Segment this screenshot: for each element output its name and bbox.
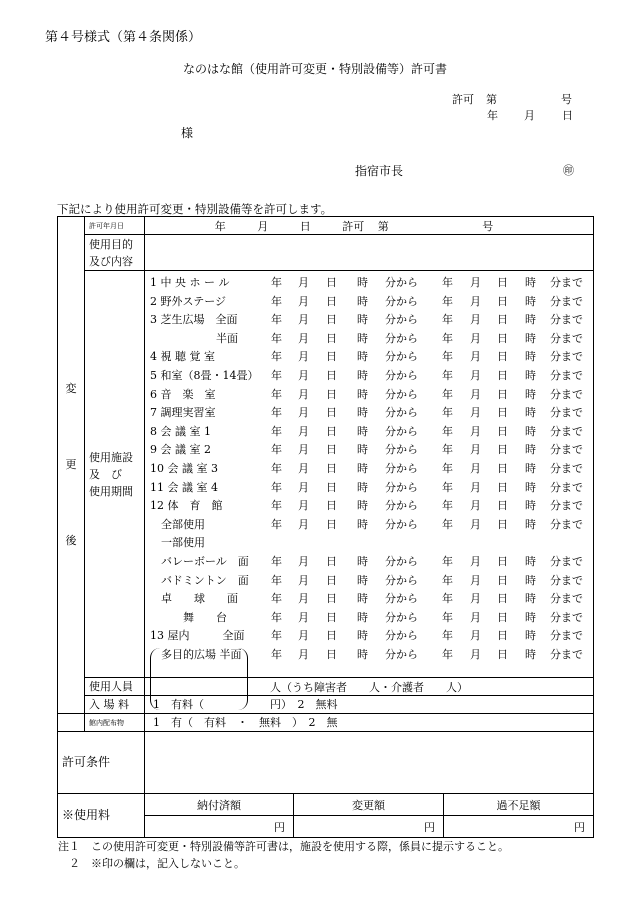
time-unit-label: 分から [385,313,418,327]
facility-name: 12 体 育 館 [150,499,223,513]
time-unit-label: 分から [385,517,418,531]
time-unit-label: 時 [357,499,368,513]
time-unit-label: 日 [497,555,508,568]
time-unit-label: 年 [442,331,453,345]
time-unit-label: 日 [497,369,508,382]
users-field[interactable]: 人（うち障害者 人・介護者 人） [145,678,594,696]
date-day: 日 [562,109,573,122]
facility-name: 7 調理実習室 [150,406,216,420]
time-unit-label: 時 [357,610,368,624]
time-unit-label: 日 [326,443,337,457]
note-1: 注１ この使用許可変更・特別設備等許可書は，施設を使用する際，係員に提示すること。 [58,840,509,853]
distribution-label: 館内配布物 [85,714,145,732]
facility-row[interactable] [145,479,593,498]
facility-row[interactable] [145,609,593,628]
time-unit-label: 分まで [550,387,583,401]
seal-mark: ㊞ [563,164,574,177]
side-char: 後 [65,534,77,547]
time-unit-label: 年 [442,406,453,420]
time-unit-label: 分から [385,555,418,568]
purpose-field[interactable] [145,235,594,271]
time-unit-label: 年 [442,294,453,308]
time-unit-label: 年 [442,350,453,364]
pd-go: 号 [482,219,494,233]
time-unit-label: 日 [326,555,337,568]
pd-dai: 第 [377,219,389,233]
time-unit-label: 月 [298,555,309,568]
time-unit-label: 月 [298,424,309,438]
pd-nen: 年 [214,219,226,233]
difference-field[interactable]: 円 [444,816,594,838]
usage-fee-label: ※使用料 [58,794,145,838]
time-unit-label: 時 [525,610,536,624]
time-unit-label: 分から [385,424,418,438]
facility-name: 半面 [150,331,238,345]
time-unit-label: 年 [271,369,282,382]
time-unit-label: 月 [470,313,481,327]
facility-name: 13 屋内 全面 [150,629,245,643]
time-unit-label: 分から [385,499,418,513]
time-unit-label: 年 [442,424,453,438]
mayor-title: 指宿市長 [355,164,404,178]
time-unit-label: 時 [357,517,368,531]
addressee-sama: 様 [181,126,194,140]
time-unit-label: 月 [470,499,481,513]
time-unit-label: 月 [470,629,481,643]
time-unit-label: 分まで [550,499,583,513]
time-unit-label: 時 [357,462,368,475]
time-unit-label: 時 [525,573,536,587]
time-unit-label: 月 [470,592,481,606]
time-unit-label: 分から [385,443,418,457]
time-unit-label: 月 [298,406,309,420]
facility-row[interactable] [145,274,593,293]
time-unit-label: 日 [326,294,337,308]
time-unit-label: 分から [385,369,418,382]
time-unit-label: 分から [385,573,418,587]
time-unit-label: 時 [525,443,536,457]
facility-row[interactable] [145,646,593,665]
change-amount-field[interactable]: 円 [294,816,444,838]
time-unit-label: 日 [326,369,337,382]
time-unit-label: 月 [298,629,309,643]
time-unit-label: 時 [525,369,536,382]
time-unit-label: 分まで [550,592,583,606]
time-unit-label: 分まで [550,629,583,643]
facility-name: 4 視 聴 覚 室 [150,350,215,364]
facility-name: 9 会 議 室 2 [150,443,211,457]
time-unit-label: 時 [525,517,536,531]
time-unit-label: 時 [525,406,536,420]
time-unit-label: 年 [442,517,453,531]
time-unit-label: 日 [326,629,337,643]
time-unit-label: 年 [271,276,282,289]
time-unit-label: 日 [497,276,508,289]
pd-hi: 日 [299,219,311,233]
time-unit-label: 分から [385,462,418,475]
time-unit-label: 月 [470,387,481,401]
time-unit-label: 分まで [550,462,583,475]
time-unit-label: 年 [271,294,282,308]
permit-label: 許可 [452,93,474,106]
time-unit-label: 時 [357,424,368,438]
time-unit-label: 時 [357,350,368,364]
time-unit-label: 年 [442,499,453,513]
document-title: なのはな館（使用許可変更・特別設備等）許可書 [182,62,447,76]
time-unit-label: 時 [525,648,536,661]
facility-name: バレーボール 面 [150,555,249,568]
time-unit-label: 月 [470,573,481,587]
admission-fee-field[interactable]: 1 有料（ 円） 2 無料 [145,696,594,714]
facility-name: 10 会 議 室 3 [150,462,218,475]
time-unit-label: 時 [525,350,536,364]
time-unit-label: 月 [298,480,309,494]
time-unit-label: 日 [497,443,508,457]
time-unit-label: 日 [326,387,337,401]
time-unit-label: 時 [357,331,368,345]
time-unit-label: 月 [298,610,309,624]
time-unit-label: 年 [442,480,453,494]
facility-row[interactable] [145,293,593,312]
time-unit-label: 月 [470,480,481,494]
time-unit-label: 時 [357,443,368,457]
side-char: 更 [65,458,77,471]
facility-period-label: 使用施設 及 び 使用期間 [85,271,145,678]
time-unit-label: 分まで [550,555,583,568]
time-unit-label: 時 [357,648,368,661]
facility-row[interactable] [145,441,593,460]
time-unit-label: 分まで [550,517,583,531]
time-unit-label: 年 [271,499,282,513]
time-unit-label: 年 [442,610,453,624]
time-unit-label: 年 [442,387,453,401]
time-unit-label: 月 [298,387,309,401]
time-unit-label: 日 [497,592,508,606]
time-unit-label: 月 [298,350,309,364]
time-unit-label: 月 [298,499,309,513]
time-unit-label: 年 [271,648,282,661]
time-unit-label: 月 [470,462,481,475]
time-unit-label: 日 [497,573,508,587]
permit-go: 号 [561,93,572,106]
time-unit-label: 分まで [550,313,583,327]
facility-row[interactable] [145,330,593,349]
side-label-henkougo [58,217,85,714]
facility-name: 全部使用 [150,517,205,531]
time-unit-label: 日 [326,313,337,327]
time-unit-label: 年 [442,313,453,327]
time-unit-label: 年 [271,592,282,606]
time-unit-label: 分まで [550,406,583,420]
time-unit-label: 時 [525,313,536,327]
time-unit-label: 日 [497,629,508,643]
time-unit-label: 年 [442,592,453,606]
time-unit-label: 分から [385,406,418,420]
time-unit-label: 時 [357,573,368,587]
time-unit-label: 分から [385,592,418,606]
facility-name: 一部使用 [150,536,205,550]
time-unit-label: 月 [470,555,481,568]
time-unit-label: 日 [326,462,337,475]
paid-amount-header: 納付済額 [145,794,294,816]
time-unit-label: 時 [357,629,368,643]
time-unit-label: 分から [385,294,418,308]
time-unit-label: 月 [298,462,309,475]
time-unit-label: 分から [385,276,418,289]
time-unit-label: 年 [442,555,453,568]
difference-header: 過不足額 [444,794,594,816]
facility-name: 卓 球 面 [150,592,238,606]
time-unit-label: 日 [326,610,337,624]
time-unit-label: 時 [525,499,536,513]
facility-name: 11 会 議 室 4 [150,480,218,494]
facility-schedule-grid [145,271,593,677]
facility-name: 8 会 議 室 1 [150,424,211,438]
change-amount-header: 変更額 [294,794,444,816]
time-unit-label: 分から [385,350,418,364]
time-unit-label: 日 [497,350,508,364]
time-unit-label: 時 [357,313,368,327]
side-char: 変 [65,382,77,395]
time-unit-label: 分まで [550,369,583,382]
notes [58,838,509,872]
facility-name: 5 和室（8畳・14畳） [150,369,259,382]
time-unit-label: 年 [271,443,282,457]
time-unit-label: 年 [271,573,282,587]
time-unit-label: 分から [385,480,418,494]
time-unit-label: 月 [298,517,309,531]
time-unit-label: 時 [357,369,368,382]
facility-name: 多目的広場 半面 [150,648,242,661]
facility-row[interactable] [145,534,593,553]
time-unit-label: 時 [525,480,536,494]
time-unit-label: 月 [298,313,309,327]
time-unit-label: 月 [470,610,481,624]
time-unit-label: 分まで [550,276,583,289]
time-unit-label: 日 [326,350,337,364]
time-unit-label: 年 [271,350,282,364]
time-unit-label: 時 [525,331,536,345]
time-unit-label: 日 [326,592,337,606]
time-unit-label: 月 [470,517,481,531]
time-unit-label: 月 [298,648,309,661]
time-unit-label: 月 [470,331,481,345]
facility-name: 1 中 央 ホ ー ル [150,276,230,289]
time-unit-label: 年 [271,629,282,643]
facility-row[interactable] [145,590,593,609]
time-unit-label: 日 [326,517,337,531]
facility-row[interactable] [145,627,593,646]
time-unit-label: 分まで [550,648,583,661]
time-unit-label: 分まで [550,443,583,457]
intro-text: 下記により使用許可変更・特別設備等を許可します。 [57,202,333,216]
time-unit-label: 日 [326,499,337,513]
time-unit-label: 日 [497,499,508,513]
time-unit-label: 分まで [550,331,583,345]
time-unit-label: 年 [271,555,282,568]
facility-name: バドミントン 面 [150,573,249,587]
permit-date-label: 許可年月日 [85,217,145,235]
time-unit-label: 年 [271,462,282,475]
time-unit-label: 時 [525,629,536,643]
time-unit-label: 月 [470,648,481,661]
time-unit-label: 日 [497,648,508,661]
time-unit-label: 分から [385,648,418,661]
permit-dai: 第 [486,93,497,106]
facility-row[interactable] [145,553,593,572]
time-unit-label: 月 [470,294,481,308]
time-unit-label: 時 [525,462,536,475]
time-unit-label: 日 [326,331,337,345]
conditions-field[interactable] [145,732,594,794]
facility-name: 6 音 楽 室 [150,387,216,401]
time-unit-label: 日 [326,573,337,587]
date-year: 年 [487,109,498,122]
time-unit-label: 分から [385,610,418,624]
permit-form-table [57,216,594,838]
facility-row[interactable] [145,367,593,386]
time-unit-label: 時 [357,480,368,494]
time-unit-label: 年 [271,517,282,531]
time-unit-label: 月 [298,573,309,587]
time-unit-label: 日 [326,406,337,420]
time-unit-label: 年 [442,462,453,475]
time-unit-label: 年 [271,331,282,345]
time-unit-label: 年 [271,480,282,494]
time-unit-label: 年 [271,610,282,624]
facility-row[interactable] [145,311,593,330]
time-unit-label: 日 [326,480,337,494]
facility-row[interactable] [145,460,593,479]
facility-name: 2 野外ステージ [150,294,227,308]
facility-row[interactable] [145,386,593,405]
time-unit-label: 時 [525,424,536,438]
form-number: 第４号様式（第４条関係） [45,30,202,45]
time-unit-label: 時 [525,276,536,289]
time-unit-label: 日 [497,610,508,624]
time-unit-label: 月 [470,276,481,289]
time-unit-label: 年 [442,276,453,289]
time-unit-label: 年 [442,648,453,661]
time-unit-label: 時 [525,294,536,308]
time-unit-label: 月 [298,331,309,345]
time-unit-label: 日 [497,480,508,494]
time-unit-label: 分まで [550,424,583,438]
time-unit-label: 月 [298,443,309,457]
time-unit-label: 日 [326,648,337,661]
time-unit-label: 時 [525,387,536,401]
time-unit-label: 年 [442,443,453,457]
time-unit-label: 年 [442,573,453,587]
time-unit-label: 分から [385,331,418,345]
facility-row[interactable] [145,423,593,442]
facility-name: 3 芝生広場 全面 [150,313,238,327]
time-unit-label: 年 [271,424,282,438]
time-unit-label: 時 [357,276,368,289]
time-unit-label: 分から [385,387,418,401]
time-unit-label: 分から [385,629,418,643]
time-unit-label: 時 [525,592,536,606]
time-unit-label: 時 [357,387,368,401]
facility-row[interactable] [145,497,593,516]
time-unit-label: 年 [442,369,453,382]
time-unit-label: 月 [298,592,309,606]
time-unit-label: 日 [497,331,508,345]
time-unit-label: 日 [497,424,508,438]
time-unit-label: 時 [357,555,368,568]
facility-name: 舞 台 [150,610,227,624]
time-unit-label: 月 [298,276,309,289]
purpose-label: 使用目的 及び内容 [85,235,145,271]
time-unit-label: 時 [357,592,368,606]
date-month: 月 [524,109,535,122]
time-unit-label: 年 [271,406,282,420]
time-unit-label: 月 [470,369,481,382]
facility-row[interactable] [145,404,593,423]
paid-amount-field[interactable]: 円 [145,816,294,838]
time-unit-label: 月 [470,424,481,438]
time-unit-label: 日 [497,517,508,531]
time-unit-label: 日 [497,294,508,308]
time-unit-label: 日 [497,313,508,327]
pd-tsuki: 月 [257,219,269,233]
facility-schedule[interactable] [145,271,594,678]
time-unit-label: 時 [525,555,536,568]
time-unit-label: 時 [357,294,368,308]
time-unit-label: 日 [497,462,508,475]
time-unit-label: 月 [470,443,481,457]
facility-row[interactable] [145,572,593,591]
time-unit-label: 分まで [550,480,583,494]
time-unit-label: 分まで [550,610,583,624]
conditions-label: 許可条件 [58,732,145,794]
time-unit-label: 年 [442,629,453,643]
time-unit-label: 日 [326,424,337,438]
time-unit-label: 年 [271,387,282,401]
time-unit-label: 月 [298,369,309,382]
time-unit-label: 年 [271,313,282,327]
users-label: 使用人員 [85,678,145,696]
note-2: ２ ※印の欄は，記入しないこと。 [58,857,245,870]
time-unit-label: 月 [470,350,481,364]
time-unit-label: 時 [357,406,368,420]
time-unit-label: 日 [497,406,508,420]
time-unit-label: 分まで [550,350,583,364]
facility-row[interactable] [145,516,593,535]
time-unit-label: 月 [470,406,481,420]
time-unit-label: 日 [326,276,337,289]
time-unit-label: 分まで [550,573,583,587]
time-unit-label: 分まで [550,294,583,308]
time-unit-label: 日 [497,387,508,401]
permit-date-field[interactable] [145,217,594,235]
admission-fee-label: 入 場 料 [85,696,145,714]
pd-kyoka: 許可 [342,219,365,233]
time-unit-label: 月 [298,294,309,308]
facility-row[interactable] [145,348,593,367]
distribution-field[interactable]: 1 有（ 有料 ・ 無料 ） 2 無 [145,714,594,732]
